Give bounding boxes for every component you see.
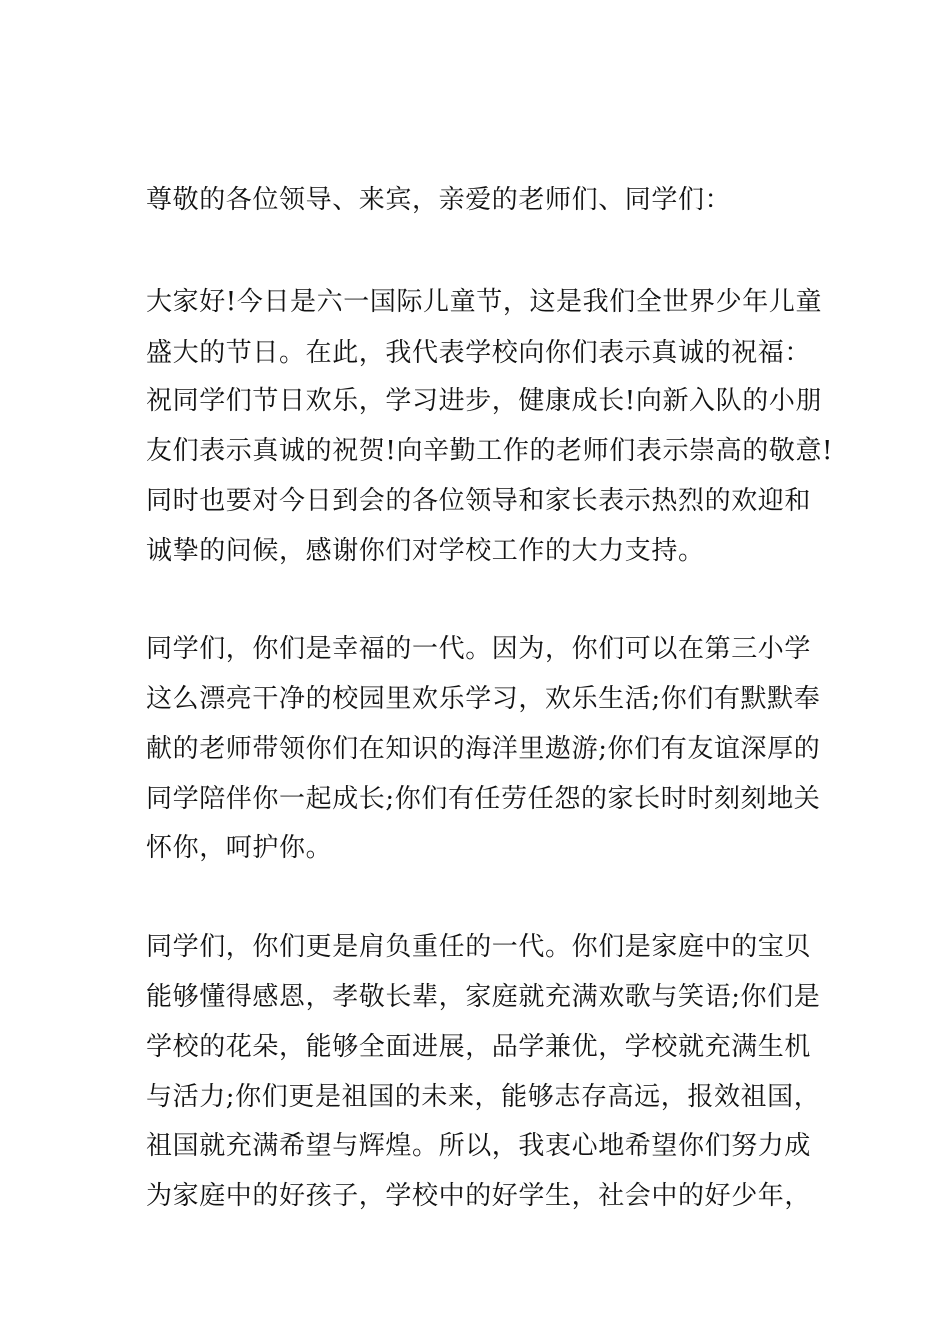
paragraph-1-line-5: 同时也要对今日到会的各位领导和家长表示热烈的欢迎和 xyxy=(146,486,812,516)
paragraph-2-line-4: 同学陪伴你一起成长;你们有任劳任怨的家长时时刻刻地关 xyxy=(146,784,821,814)
paragraph-2-line-2: 这么漂亮干净的校园里欢乐学习，欢乐生活;你们有默默奉 xyxy=(146,684,821,714)
paragraph-1-line-2: 盛大的节日。在此，我代表学校向你们表示真诚的祝福： xyxy=(146,338,812,368)
paragraph-1-line-6: 诚挚的问候，感谢你们对学校工作的大力支持。 xyxy=(146,536,705,566)
paragraph-3-line-5: 祖国就充满希望与辉煌。所以，我衷心地希望你们努力成 xyxy=(146,1131,812,1161)
paragraph-2-line-1: 同学们，你们是幸福的一代。因为，你们可以在第三小学 xyxy=(146,634,812,664)
paragraph-2-line-5: 怀你，呵护你。 xyxy=(146,833,333,863)
paragraph-3-line-4: 与活力;你们更是祖国的未来，能够志存高远，报效祖国， xyxy=(146,1082,821,1112)
paragraph-3-line-6: 为家庭中的好孩子，学校中的好学生，社会中的好少年， xyxy=(146,1181,812,1211)
paragraph-3-line-1: 同学们，你们更是肩负重任的一代。你们是家庭中的宝贝 xyxy=(146,932,812,962)
salutation: 尊敬的各位领导、来宾，亲爱的老师们、同学们： xyxy=(146,185,732,215)
paragraph-3-line-3: 学校的花朵，能够全面进展，品学兼优，学校就充满生机 xyxy=(146,1032,812,1062)
paragraph-3-line-2: 能够懂得感恩，孝敬长辈，家庭就充满欢歌与笑语;你们是 xyxy=(146,982,821,1012)
paragraph-1-line-3: 祝同学们节日欢乐，学习进步，健康成长!向新入队的小朋 xyxy=(146,386,823,416)
paragraph-1-line-4: 友们表示真诚的祝贺!向辛勤工作的老师们表示崇高的敬意! xyxy=(146,436,834,466)
paragraph-2-line-3: 献的老师带领你们在知识的海洋里遨游;你们有友谊深厚的 xyxy=(146,734,821,764)
paragraph-1-line-1: 大家好!今日是六一国际儿童节，这是我们全世界少年儿童 xyxy=(146,287,823,317)
